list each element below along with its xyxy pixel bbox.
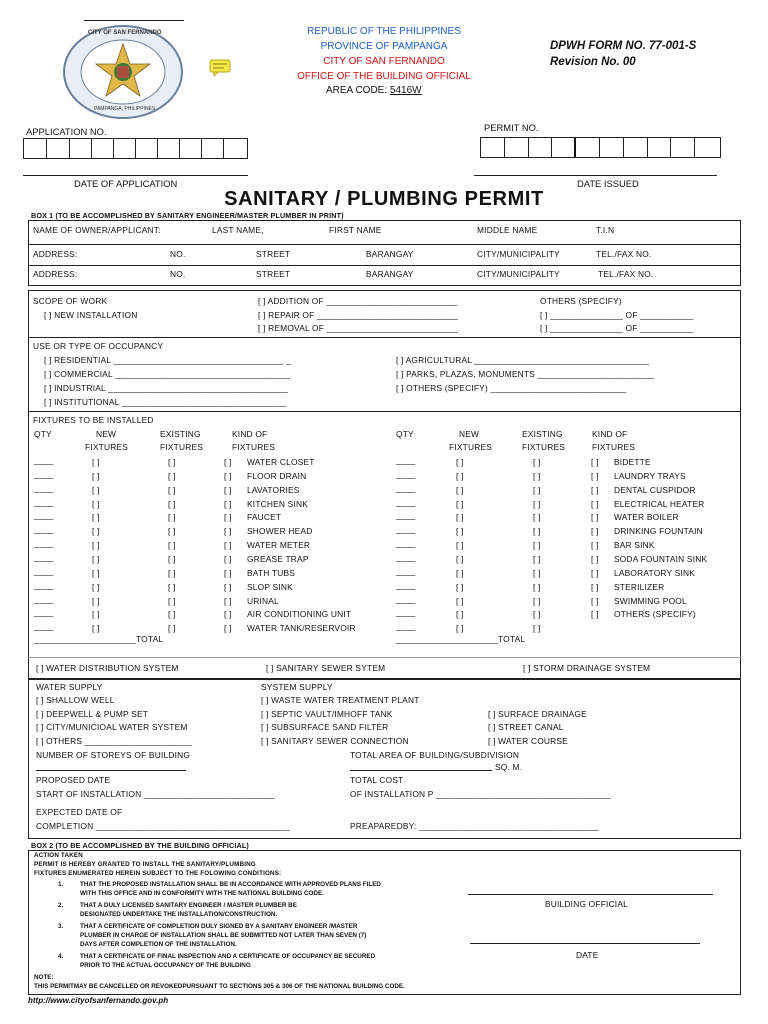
fixture-kind-label: STERILIZER [614, 581, 665, 592]
condition-number: 1. [58, 881, 64, 888]
owner-first-name: FIRST NAME [329, 225, 382, 235]
address1-tel: TEL./FAX NO. [596, 249, 652, 259]
address2-label: ADDRESS: [33, 269, 78, 279]
fixture-new-checkbox[interactable]: [ ] [456, 526, 464, 537]
fixtures-existing-header-2: FIXTURES [522, 442, 566, 452]
fixture-kind-checkbox[interactable]: [ ] [224, 512, 232, 523]
comment-icon[interactable] [209, 59, 231, 77]
fixture-qty-field[interactable]: ____ [34, 510, 54, 521]
fixture-kind-checkbox[interactable]: [ ] [591, 553, 599, 564]
box2-label: BOX 2 (TO BE ACCOMPLISHED BY THE BUILDING OFFICIAL) [31, 841, 249, 850]
fixture-new-checkbox[interactable]: [ ] [92, 512, 100, 523]
fixture-existing-checkbox[interactable]: [ ] [533, 457, 541, 467]
condition-number: 4. [58, 953, 64, 960]
systems-divider [28, 657, 741, 658]
fixture-kind-label: BAR SINK [614, 540, 655, 551]
fixture-existing-checkbox[interactable]: [ ] [533, 526, 541, 537]
fixture-existing-checkbox[interactable]: [ ] [533, 595, 541, 606]
fixture-kind-label: URINAL [247, 595, 279, 606]
fixture-new-checkbox[interactable]: [ ] [456, 623, 464, 634]
fixture-new-checkbox[interactable]: [ ] [92, 470, 100, 481]
address2-street: STREET [256, 269, 291, 279]
fixture-qty-field[interactable]: ____ [34, 579, 54, 590]
water-supply-deepwell[interactable]: [ ] DEEPWELL & PUMP SET [36, 709, 149, 719]
fixtures-kind-header-2: FIXTURES [232, 442, 276, 452]
city-seal [62, 24, 184, 120]
fixture-kind-checkbox[interactable]: [ ] [591, 567, 599, 578]
fixtures-qty-header: QTY [396, 429, 414, 439]
permit-no-label: PERMIT NO. [484, 122, 539, 133]
fixture-new-checkbox[interactable]: [ ] [456, 595, 464, 606]
address-divider [28, 265, 741, 266]
fixtures-total[interactable]: _____________________TOTAL [34, 634, 164, 644]
header-office: OFFICE OF THE BUILDING OFFICIAL [297, 71, 471, 82]
address1-label: ADDRESS: [33, 249, 78, 259]
storeys-line[interactable] [36, 770, 186, 771]
fixture-existing-checkbox[interactable]: [ ] [533, 540, 541, 551]
fixture-existing-checkbox[interactable]: [ ] [533, 470, 541, 481]
seal-top-line [84, 20, 184, 21]
building-official-label: BUILDING OFFICIAL [545, 899, 628, 909]
fixture-qty-field[interactable]: ____ [396, 551, 416, 562]
fixture-new-checkbox[interactable]: [ ] [92, 595, 100, 606]
fixture-kind-checkbox[interactable]: [ ] [591, 540, 599, 551]
fixture-kind-checkbox[interactable]: [ ] [224, 470, 232, 481]
fixture-kind-label: DRINKING FOUNTAIN [614, 526, 703, 537]
permit-title: SANITARY / PLUMBING PERMIT [224, 188, 544, 210]
fixture-qty-field[interactable]: ____ [34, 455, 54, 465]
fixture-kind-checkbox[interactable]: [ ] [591, 470, 599, 481]
fixture-qty-field[interactable]: ____ [34, 621, 54, 632]
address2-no: NO. [170, 269, 186, 279]
proposed-date-label: PROPOSED DATE [36, 775, 111, 785]
fixture-qty-field[interactable]: ____ [396, 455, 416, 465]
fixture-new-checkbox[interactable]: [ ] [92, 609, 100, 620]
fixture-kind-label: WATER CLOSET [247, 457, 315, 467]
fixture-existing-checkbox[interactable]: [ ] [533, 498, 541, 509]
fixtures-label: FIXTURES TO BE INSTALLED [33, 415, 154, 425]
fixture-kind-label: WATER METER [247, 540, 311, 551]
occupancy-commercial[interactable]: [ ] COMMERCIAL ____________________________________ [44, 369, 290, 379]
fixture-new-checkbox[interactable]: [ ] [92, 623, 100, 634]
system-supply-septic[interactable]: [ ] SEPTIC VAULT/IMHOFF TANK [261, 709, 393, 719]
fixture-new-checkbox[interactable]: [ ] [456, 581, 464, 592]
fixture-new-checkbox[interactable]: [ ] [456, 484, 464, 495]
condition-text: PRIOR TO THE ACTUAL OCCUPANCY OF THE BUILDING [80, 962, 251, 969]
fixture-existing-checkbox[interactable]: [ ] [533, 553, 541, 564]
date-of-application-label: DATE OF APPLICATION [74, 178, 178, 189]
action-taken-label: ACTION TAKEN [34, 852, 83, 859]
fixture-qty-field[interactable]: ____ [34, 565, 54, 576]
date-of-application-line[interactable] [23, 175, 248, 176]
fixture-kind-checkbox[interactable]: [ ] [591, 484, 599, 495]
fixture-new-checkbox[interactable]: [ ] [456, 609, 464, 620]
fixtures-kind-header-2: FIXTURES [592, 442, 636, 452]
fixture-qty-field[interactable]: ____ [34, 524, 54, 535]
scope-repair[interactable]: [ ] REPAIR OF _____________________________ [258, 310, 458, 320]
fixture-kind-label: LABORATORY SINK [614, 567, 696, 578]
fixture-qty-field[interactable]: ____ [34, 538, 54, 549]
fixture-kind-label: OTHERS (SPECIFY) [614, 609, 696, 620]
fixture-kind-label: BATH TUBS [247, 567, 296, 578]
fixtures-new-header-2: FIXTURES [85, 442, 129, 452]
area-code-value: 5416W [389, 85, 422, 96]
total-cost-label: TOTAL COST [350, 775, 404, 785]
storm-drainage-system[interactable]: [ ] STORM DRAINAGE SYSTEM [523, 663, 651, 673]
fixture-new-checkbox[interactable]: [ ] [92, 540, 100, 551]
owner-tin: T.I.N [596, 225, 615, 235]
fixture-new-checkbox[interactable]: [ ] [92, 553, 100, 564]
fixtures-total[interactable]: _____________________TOTAL [396, 634, 526, 644]
building-official-signature-line[interactable] [468, 894, 713, 895]
water-distribution-system[interactable]: [ ] WATER DISTRIBUTION SYSTEM [36, 663, 179, 673]
water-supply-shallow[interactable]: [ ] SHALLOW WELL [36, 695, 115, 705]
water-supply-city[interactable]: [ ] CITY/MUNICIOAL WATER SYSTEM [36, 722, 188, 732]
fixture-kind-label: FLOOR DRAIN [247, 470, 307, 481]
header-city: CITY OF SAN FERNANDO [323, 56, 445, 67]
total-area-line[interactable] [350, 770, 492, 771]
expected-date-label: EXPECTED DATE OF [36, 807, 123, 817]
seal-text-bottom: PAMPANGA, PHILIPPINES [94, 106, 156, 112]
system-supply-label: SYSTEM SUPPLY [261, 682, 333, 692]
fixtures-existing-header: EXISTING [522, 429, 563, 439]
water-supply-others[interactable]: [ ] OTHERS ______________________ [36, 736, 192, 746]
application-no-boxes[interactable] [23, 138, 248, 159]
permit-granted-text: PERMIT IS HEREBY GRANTED TO INSTALL THE SANITARY/PLUMBING [34, 861, 256, 868]
fixture-existing-checkbox[interactable]: [ ] [168, 526, 176, 537]
fixture-kind-checkbox[interactable]: [ ] [224, 526, 232, 537]
water-supply-label: WATER SUPPLY [36, 682, 103, 692]
fixture-kind-checkbox[interactable]: [ ] [224, 581, 232, 592]
fixture-qty-field[interactable]: ____ [396, 510, 416, 521]
fixture-existing-checkbox[interactable]: [ ] [168, 457, 176, 467]
fixture-new-checkbox[interactable]: [ ] [456, 498, 464, 509]
fixture-new-checkbox[interactable]: [ ] [456, 470, 464, 481]
scope-others-1[interactable]: [ ] _______________ OF ___________ [540, 310, 694, 320]
fixture-new-checkbox[interactable]: [ ] [92, 498, 100, 509]
fixture-existing-checkbox[interactable]: [ ] [168, 567, 176, 578]
owner-divider [28, 244, 741, 245]
system-supply-sewer-connection[interactable]: [ ] SANITARY SEWER CONNECTION [261, 736, 409, 746]
address1-barangay: BARANGAY [366, 249, 414, 259]
prepared-by-field[interactable]: PREAPAREDBY: _____________________________________ [350, 821, 599, 831]
scope-others-2[interactable]: [ ] _______________ OF ___________ [540, 323, 694, 333]
header-republic: REPUBLIC OF THE PHILIPPINES [307, 26, 461, 37]
fixtures-existing-header-2: FIXTURES [160, 442, 204, 452]
fixture-existing-checkbox[interactable]: [ ] [533, 567, 541, 578]
occupancy-residential[interactable]: [ ] RESIDENTIAL ___________________________________ _ [44, 355, 291, 365]
footer-url[interactable]: http://www.cityofsanfernando.gov.ph [28, 996, 169, 1005]
box1-label: BOX 1 (TO BE ACCOMPLISHED BY SANITARY ENGINEER/MASTER PLUMBER IN PRINT) [31, 211, 344, 220]
condition-text: THAT A CERTIFICATE OF FINAL INSPECTION AND A CERTIFICATE OF OCCUPANCY BE SECURED [80, 953, 376, 960]
water-course[interactable]: [ ] WATER COURSE [488, 736, 568, 746]
note-label: NOTE: [34, 974, 54, 981]
fixture-kind-checkbox[interactable]: [ ] [224, 623, 232, 634]
condition-text: THAT A DULY LICENSED SANITARY ENGINEER / MASTER PLUMBER BE [80, 902, 297, 909]
fixture-kind-checkbox[interactable]: [ ] [224, 553, 232, 564]
fixture-qty-field[interactable]: ____ [34, 607, 54, 618]
fixture-qty-field[interactable]: ____ [396, 496, 416, 507]
sqm-label: SQ. M. [495, 762, 523, 772]
fixtures-kind-header: KIND OF [232, 429, 268, 439]
fixture-existing-checkbox[interactable]: [ ] [533, 512, 541, 523]
fixture-new-checkbox[interactable]: [ ] [456, 553, 464, 564]
permit-no-boxes[interactable] [480, 137, 721, 158]
total-area-label: TOTAL AREA OF BUILDING/SUBDIVISION [350, 750, 520, 760]
fixture-kind-checkbox[interactable]: [ ] [224, 498, 232, 509]
condition-text: WITH THIS OFFICE AND IN CONFORMITY WITH THE NATIONAL BUILDING CODE. [80, 890, 324, 897]
fixture-qty-field[interactable]: ____ [396, 621, 416, 632]
system-supply-sand-filter[interactable]: [ ] SUBSURFACE SAND FILTER [261, 722, 389, 732]
fixture-new-checkbox[interactable]: [ ] [456, 567, 464, 578]
fixture-kind-checkbox[interactable]: [ ] [224, 567, 232, 578]
fixture-existing-checkbox[interactable]: [ ] [168, 581, 176, 592]
fixture-qty-field[interactable]: ____ [396, 565, 416, 576]
fixture-new-checkbox[interactable]: [ ] [92, 526, 100, 537]
application-no-label: APPLICATION NO. [26, 126, 107, 137]
owner-middle-name: MIDDLE NAME [477, 225, 538, 235]
fixture-kind-label: WATER TANK/RESERVOIR [247, 623, 356, 634]
condition-text: THAT A CERTIFICATE OF COMPLETION DULY SIGNED BY A SANITARY ENGINEER /MASTER [80, 923, 358, 930]
sanitary-sewer-system[interactable]: [ ] SANITARY SEWER SYTEM [266, 663, 386, 673]
fixture-kind-label: AIR CONDITIONING UNIT [247, 609, 352, 620]
scope-new-installation[interactable]: [ ] NEW INSTALLATION [44, 310, 138, 320]
completion-field[interactable]: COMPLETION ________________________________________ [36, 821, 291, 831]
fixture-existing-checkbox[interactable]: [ ] [168, 512, 176, 523]
fixtures-existing-header: EXISTING [160, 429, 201, 439]
fixture-kind-checkbox[interactable]: [ ] [224, 484, 232, 495]
fixture-existing-checkbox[interactable]: [ ] [533, 484, 541, 495]
fixture-qty-field[interactable]: ____ [396, 607, 416, 618]
area-code [326, 85, 422, 96]
owner-last-name: LAST NAME, [212, 225, 264, 235]
fixture-kind-label: SODA FOUNTAIN SINK [614, 553, 708, 564]
date-issued-label: DATE ISSUED [577, 178, 639, 189]
fixture-existing-checkbox[interactable]: [ ] [168, 470, 176, 481]
condition-text: DESIGNATED UNDERTAKE THE INSTALLATION/CONSTRUCTION. [80, 911, 278, 918]
condition-text: DAYS AFTER COMPLETION OF THE INSTALLATION. [80, 941, 237, 948]
fixture-kind-label: BIDETTE [614, 457, 651, 467]
occupancy-industrial[interactable]: [ ] INDUSTRIAL _____________________________________ [44, 383, 288, 393]
fixture-existing-checkbox[interactable]: [ ] [168, 540, 176, 551]
condition-number: 3. [58, 923, 64, 930]
fixture-qty-field[interactable]: ____ [34, 482, 54, 493]
fixture-kind-checkbox[interactable]: [ ] [224, 457, 232, 467]
fixture-new-checkbox[interactable]: [ ] [92, 484, 100, 495]
scope-removal[interactable]: [ ] REMOVAL OF ___________________________ [258, 323, 458, 333]
box2-date-label: DATE [576, 950, 599, 960]
fixture-qty-field[interactable]: ____ [34, 551, 54, 562]
seal-text-top: CITY OF SAN FERNANDO [88, 30, 162, 36]
fixture-kind-label: FAUCET [247, 512, 282, 523]
fixture-qty-field[interactable]: ____ [396, 579, 416, 590]
fixture-new-checkbox[interactable]: [ ] [92, 457, 100, 467]
fixture-existing-checkbox[interactable]: [ ] [168, 484, 176, 495]
fixture-kind-label: SHOWER HEAD [247, 526, 313, 537]
occupancy-label: USE OR TYPE OF OCCUPANCY [33, 341, 164, 351]
fixture-kind-label: LAUNDRY TRAYS [614, 470, 686, 481]
scope-addition[interactable]: [ ] ADDITION OF ___________________________ [258, 296, 458, 306]
fixture-kind-label: LAVATORIES [247, 484, 300, 495]
note-text: THIS PERMITMAY BE CANCELLED OR REVOKEDPURSUANT TO SECTIONS 305 & 306 OF THE NATIONAL BUILDING CODE. [34, 983, 405, 990]
fixture-existing-checkbox[interactable]: [ ] [533, 609, 541, 620]
fixture-kind-label: SWIMMING POOL [614, 595, 687, 606]
fixture-kind-label: KITCHEN SINK [247, 498, 309, 509]
form-number: DPWH FORM NO. 77-001-S [550, 40, 697, 52]
fixture-kind-checkbox[interactable]: [ ] [591, 526, 599, 537]
fixture-qty-field[interactable]: ____ [34, 468, 54, 479]
system-supply-wastewater[interactable]: [ ] WASTE WATER TREATMENT PLANT [261, 695, 420, 705]
box2-date-line[interactable] [470, 943, 700, 944]
scope-others-label: OTHERS (SPECIFY) [540, 296, 622, 306]
occupancy-parks[interactable]: [ ] PARKS, PLAZAS, MONUMENTS ________________________ [396, 369, 655, 379]
street-canal[interactable]: [ ] STREET CANAL [488, 722, 564, 732]
fixture-existing-checkbox[interactable]: [ ] [533, 581, 541, 592]
fixture-kind-checkbox[interactable]: [ ] [224, 540, 232, 551]
fixture-new-checkbox[interactable]: [ ] [456, 512, 464, 523]
fixture-kind-label: ELECTRICAL HEATER [614, 498, 705, 509]
date-issued-line[interactable] [474, 175, 717, 176]
fixture-kind-checkbox[interactable]: [ ] [224, 609, 232, 620]
fixture-kind-label: WATER BOILER [614, 512, 679, 523]
fixture-kind-label: DENTAL CUSPIDOR [614, 484, 696, 495]
fixture-existing-checkbox[interactable]: [ ] [168, 498, 176, 509]
address2-city: CITY/MUNICIPALITY [477, 269, 560, 279]
surface-drainage[interactable]: [ ] SURFACE DRAINAGE [488, 709, 587, 719]
address1-city: CITY/MUNICIPALITY [477, 249, 560, 259]
address2-tel: TEL./FAX NO. [598, 269, 654, 279]
fixture-qty-field[interactable]: ____ [396, 468, 416, 479]
fixture-existing-checkbox[interactable]: [ ] [168, 553, 176, 564]
start-installation[interactable]: START OF INSTALLATION ___________________________ [36, 789, 276, 799]
address1-street: STREET [256, 249, 291, 259]
fixture-kind-label: SLOP SINK [247, 581, 293, 592]
address2-barangay: BARANGAY [366, 269, 414, 279]
fixture-qty-field[interactable]: ____ [396, 593, 416, 604]
occupancy-others[interactable]: [ ] OTHERS (SPECIFY) ____________________________ [396, 383, 627, 393]
owner-name-label: NAME OF OWNER/APPLICANT: [33, 225, 161, 235]
occupancy-institutional[interactable]: [ ] INSTITUTIONAL __________________________________ [44, 397, 287, 407]
fixture-qty-field[interactable]: ____ [34, 496, 54, 507]
fixtures-enum-text: FIXTURES ENUMERATED HEREIN SUBJECT TO THE FOLOWING CONDITIONS: [34, 870, 282, 877]
fixture-kind-checkbox[interactable]: [ ] [591, 512, 599, 523]
condition-number: 2. [58, 902, 64, 909]
fixture-qty-field[interactable]: ____ [396, 538, 416, 549]
fixture-kind-checkbox[interactable]: [ ] [591, 595, 599, 606]
fixture-kind-checkbox[interactable]: [ ] [591, 609, 599, 620]
fixture-kind-checkbox[interactable]: [ ] [224, 595, 232, 606]
address1-no: NO. [170, 249, 186, 259]
scope-label: SCOPE OF WORK [33, 296, 108, 306]
revision-number: Revision No. 00 [550, 56, 636, 68]
area-code-label: AREA CODE: [326, 85, 388, 96]
fixture-existing-checkbox[interactable]: [ ] [168, 609, 176, 620]
fixture-new-checkbox[interactable]: [ ] [456, 457, 464, 467]
condition-text: THAT THE PROPOSED INSTALLATION SHALL BE IN ACCORDANCE WITH APPROVED PLANS FILED [80, 881, 381, 888]
installation-cost[interactable]: OF INSTALLATION P ____________________________________ [350, 789, 611, 799]
fixtures-new-header: NEW [96, 429, 117, 439]
storeys-label: NUMBER OF STOREYS OF BUILDING [36, 750, 191, 760]
fixtures-kind-header: KIND OF [592, 429, 628, 439]
fixtures-qty-header: QTY [34, 429, 52, 439]
fixture-qty-field[interactable]: ____ [34, 593, 54, 604]
condition-text: PLUMBER IN CHARGE OF INSTALLATION SHALL BE SUBMITTED NOT LATER THAN SEVEN (7) [80, 932, 367, 939]
fixture-new-checkbox[interactable]: [ ] [92, 581, 100, 592]
fixture-kind-checkbox[interactable]: [ ] [591, 498, 599, 509]
fixture-existing-checkbox[interactable]: [ ] [168, 623, 176, 634]
header-province: PROVINCE OF PAMPANGA [320, 41, 448, 52]
fixture-kind-label: GREASE TRAP [247, 553, 309, 564]
fixture-qty-field[interactable]: ____ [396, 482, 416, 493]
fixtures-new-header-2: FIXTURES [449, 442, 493, 452]
occupancy-agricultural[interactable]: [ ] AGRICULTURAL ____________________________________ [396, 355, 650, 365]
fixture-existing-checkbox[interactable]: [ ] [533, 623, 541, 634]
fixture-existing-checkbox[interactable]: [ ] [168, 595, 176, 606]
fixtures-new-header: NEW [459, 429, 480, 439]
fixture-kind-checkbox[interactable]: [ ] [591, 581, 599, 592]
fixture-new-checkbox[interactable]: [ ] [456, 540, 464, 551]
fixture-kind-checkbox[interactable]: [ ] [591, 457, 599, 467]
fixture-new-checkbox[interactable]: [ ] [92, 567, 100, 578]
fixture-qty-field[interactable]: ____ [396, 524, 416, 535]
